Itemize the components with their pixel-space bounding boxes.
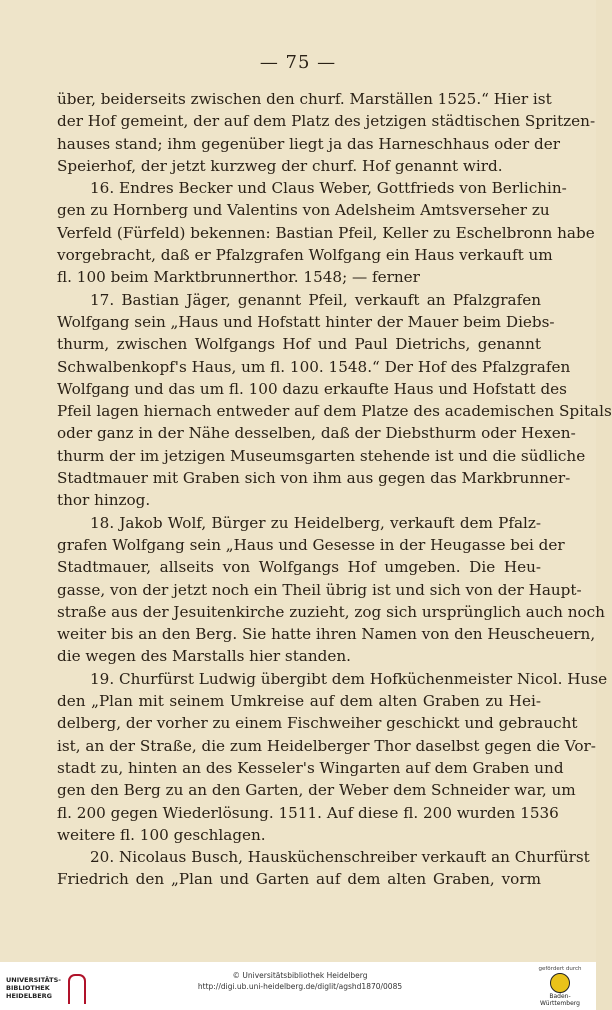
text-line: hauses stand; ihm gegenüber liegt ja das Harneschhaus oder der (57, 134, 560, 153)
library-arch-icon (68, 974, 86, 1004)
university-library-name: UNIVERSITÄTS- BIBLIOTHEK HEIDELBERG (6, 976, 61, 1000)
text-line: thurm der im jetzigen Museumsgarten stehende ist und die südliche (57, 446, 586, 465)
text-line: Friedrich den „Plan und Garten auf dem alten Graben, vorm (57, 870, 541, 889)
text-line: straße aus der Jesuitenkirche zuzieht, zog sich ursprünglich auch noch (57, 602, 605, 621)
page-text (57, 88, 612, 891)
text-line: Speierhof, der jetzt kurzweg der churf. Hof genannt wird. (57, 156, 503, 175)
text-line: oder ganz in der Nähe desselben, daß der Diebsthurm oder Hexen- (57, 424, 576, 443)
text-line: Schwalbenkopf's Haus, um fl. 100. 1548.“ Der Hof des Pfalzgrafen (57, 357, 571, 376)
text-line: Pfeil lagen hiernach entweder auf dem Platze des academischen Spitals (57, 402, 612, 421)
text-line: über, beiderseits zwischen den churf. Marställen 1525.“ Hier ist (57, 90, 552, 108)
text-line: 19. Churfürst Ludwig übergibt dem Hofküchenmeister Nicol. Huse (90, 669, 608, 688)
text-line: fl. 100 beim Marktbrunnerthor. 1548; — ferner (57, 268, 420, 287)
text-line: Wolfgang sein „Haus und Hofstatt hinter der Mauer beim Diebs- (57, 312, 555, 331)
text-line: gen zu Hornberg und Valentins von Adelsheim Amtsverseher zu (57, 201, 550, 220)
text-line: fl. 200 gegen Wiederlösung. 1511. Auf diese fl. 200 wurden 1536 (57, 803, 559, 822)
text-line: delberg, der vorher zu einem Fischweiher geschickt und gebraucht (57, 714, 578, 733)
source-url-link[interactable]: http://digi.ub.uni-heidelberg.de/diglit/agshd1870/0085 (197, 982, 403, 991)
footer-bar (0, 962, 596, 1010)
sponsor-caption: gefördert durch (538, 966, 582, 972)
page-number: — 75 — (259, 52, 337, 73)
text-line: grafen Wolfgang sein „Haus und Gesesse in der Heugasse bei der (57, 535, 565, 554)
text-line: weitere fl. 100 geschlagen. (57, 825, 266, 844)
text-line: thor hinzog. (57, 491, 151, 510)
text-line: 20. Nicolaus Busch, Hausküchenschreiber verkauft an Churfürst (90, 848, 590, 867)
text-line: weiter bis an den Berg. Sie hatte ihren Namen von den Heuscheuern, (57, 625, 596, 644)
sponsor-logo[interactable] (530, 966, 590, 1008)
text-line: vorgebracht, daß er Pfalzgrafen Wolfgang ein Haus verkauft um (57, 246, 553, 265)
footer-credits (150, 970, 450, 992)
sponsor-name: Baden-Württemberg (540, 993, 580, 1007)
text-line: 18. Jakob Wolf, Bürger zu Heidelberg, verkauft dem Pfalz- (90, 513, 541, 532)
state-emblem-icon (550, 973, 570, 993)
text-line: der Hof gemeint, der auf dem Platz des jetzigen städtischen Spritzen- (57, 112, 596, 131)
text-line: Stadtmauer mit Graben sich von ihm aus gegen das Markbrunner- (57, 469, 571, 488)
text-line: den „Plan mit seinem Umkreise auf dem alten Graben zu Hei- (57, 692, 541, 711)
text-line: die wegen des Marstalls hier standen. (57, 647, 351, 666)
text-line: Stadtmauer, allseits von Wolfgangs Hof umgeben. Die Heu- (57, 558, 541, 577)
text-line: thurm, zwischen Wolfgangs Hof und Paul Dietrichs, genannt (57, 335, 541, 354)
copyright-text: © Universitätsbibliothek Heidelberg (232, 971, 368, 980)
text-line: Verfeld (Fürfeld) bekennen: Bastian Pfeil, Keller zu Eschelbronn habe (57, 223, 595, 242)
text-line: ist, an der Straße, die zum Heidelberger Thor daselbst gegen die Vor- (57, 736, 596, 755)
text-line: 16. Endres Becker und Claus Weber, Gottfrieds von Berlichin- (90, 179, 567, 198)
university-library-logo[interactable] (6, 970, 86, 1006)
text-line: gen den Berg zu an den Garten, der Weber dem Schneider war, um (57, 781, 576, 800)
text-line: gasse, von der jetzt noch ein Theil übrig ist und sich von der Haupt- (57, 580, 582, 599)
text-line: 17. Bastian Jäger, genannt Pfeil, verkauft an Pfalzgrafen (90, 290, 541, 309)
text-line: Wolfgang und das um fl. 100 dazu erkaufte Haus und Hofstatt des (57, 379, 567, 398)
text-line: stadt zu, hinten an des Kesseler's Wingarten auf dem Graben und (57, 758, 564, 777)
